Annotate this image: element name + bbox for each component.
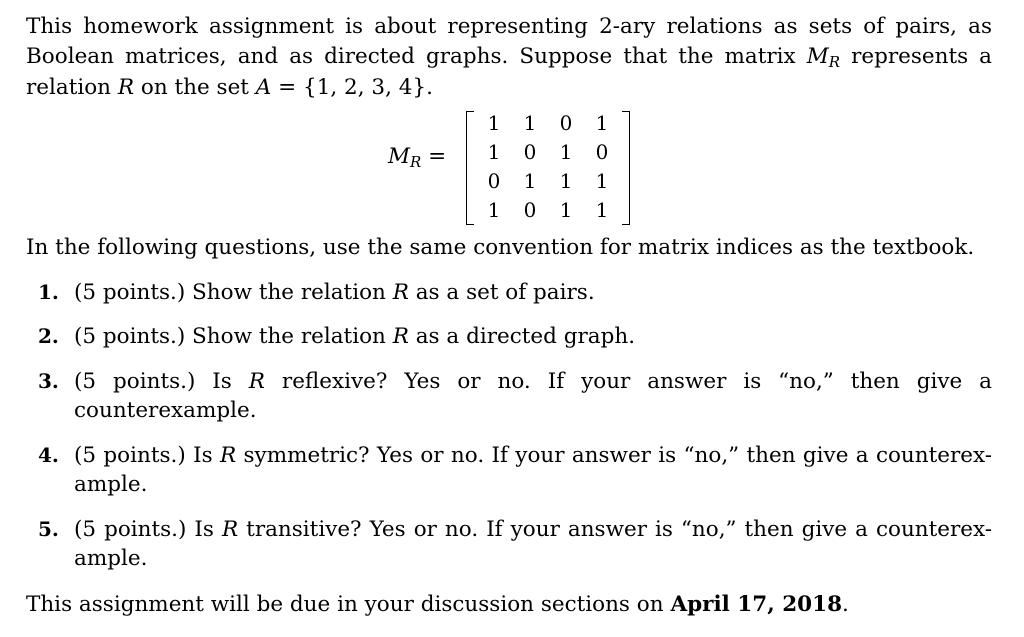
matrix-cell: 1 [595, 197, 609, 222]
matrix-cell: 0 [487, 168, 501, 193]
question-points: (5 points.) Show the relation [74, 324, 393, 349]
matrix-right-bracket [622, 111, 630, 225]
intro-text-a: This homework assignment is about representing 2-ary relations as sets of pairs, as Boolean matrices, and as directed graphs. Suppose that the matrix [26, 14, 992, 69]
instruction-text: In the following questions, use the same convention for matrix indices as the textbook. [26, 234, 975, 260]
question-relation-symbol: R [392, 324, 409, 349]
matrix-cell: 1 [487, 110, 501, 135]
question-item [26, 515, 992, 574]
question-text: transitive? Yes or no. If your answer is “no,” then give a counterex-ample. [74, 516, 993, 571]
matrix-cell: 1 [559, 139, 573, 164]
due-date-note [26, 590, 992, 620]
matrix-equation [26, 109, 992, 227]
matrix-cell: 1 [487, 139, 501, 164]
set-expression: = {1, 2, 3, 4}. [271, 75, 433, 100]
matrix-symbol-m: M [806, 43, 829, 69]
matrix-grid [476, 109, 620, 225]
footer-text: This assignment will be due in your discussion sections on [26, 591, 671, 617]
matrix-subscript-r: R [828, 52, 841, 71]
question-relation-symbol: R [219, 442, 237, 468]
footer-end: . [842, 591, 849, 617]
question-points: (5 points.) Show the relation [74, 279, 393, 305]
question-item [26, 322, 992, 352]
question-relation-symbol: R [392, 279, 409, 305]
question-list [26, 278, 992, 574]
question-text: as a directed graph. [408, 324, 636, 349]
boolean-matrix [466, 109, 630, 227]
question-relation-symbol: R [248, 368, 265, 394]
homework-page [26, 12, 992, 620]
matrix-lhs-symbol: M [388, 143, 411, 169]
due-date: April 17, 2018 [670, 591, 843, 617]
matrix-cell: 1 [559, 197, 573, 222]
question-item [26, 441, 992, 500]
question-text: symmetric? Yes or no. If your answer is “no,” then give a counterex-ample. [74, 442, 992, 497]
question-points: (5 points.) Is [74, 368, 249, 394]
question-item [26, 367, 992, 426]
intro-text-c: on the set [134, 75, 256, 100]
question-points: (5 points.) Is [74, 442, 220, 468]
question-item [26, 278, 992, 308]
matrix-lhs-subscript: R [410, 152, 422, 171]
question-points: (5 points.) Is [74, 516, 222, 542]
question-number: 2. [38, 324, 59, 348]
question-text: as a set of pairs. [408, 279, 595, 305]
question-number: 1. [38, 279, 59, 304]
matrix-cell: 0 [595, 139, 609, 164]
question-relation-symbol: R [221, 516, 239, 542]
matrix-left-bracket [466, 111, 474, 225]
matrix-cell: 1 [559, 168, 573, 193]
matrix-cell: 1 [595, 168, 609, 193]
matrix-equals-sign: = [421, 143, 447, 169]
question-number: 3. [38, 368, 59, 393]
question-number: 5. [38, 516, 59, 541]
matrix-cell: 1 [523, 168, 537, 193]
matrix-cell: 1 [595, 110, 609, 135]
relation-symbol-r: R [117, 75, 135, 100]
intro-text-b: represents a relation [26, 43, 992, 100]
matrix-lhs [388, 144, 446, 169]
matrix-cell: 1 [523, 110, 537, 135]
matrix-cell: 0 [523, 197, 537, 222]
matrix-cell: 0 [559, 110, 573, 135]
question-text: reflexive? Yes or no. If your answer is “no,” then give a counterexample. [74, 368, 993, 423]
matrix-cell: 1 [487, 197, 501, 222]
matrix-cell: 0 [523, 139, 537, 164]
question-number: 4. [38, 442, 59, 467]
set-symbol-a: A [255, 75, 272, 100]
intro-paragraph [26, 12, 992, 103]
